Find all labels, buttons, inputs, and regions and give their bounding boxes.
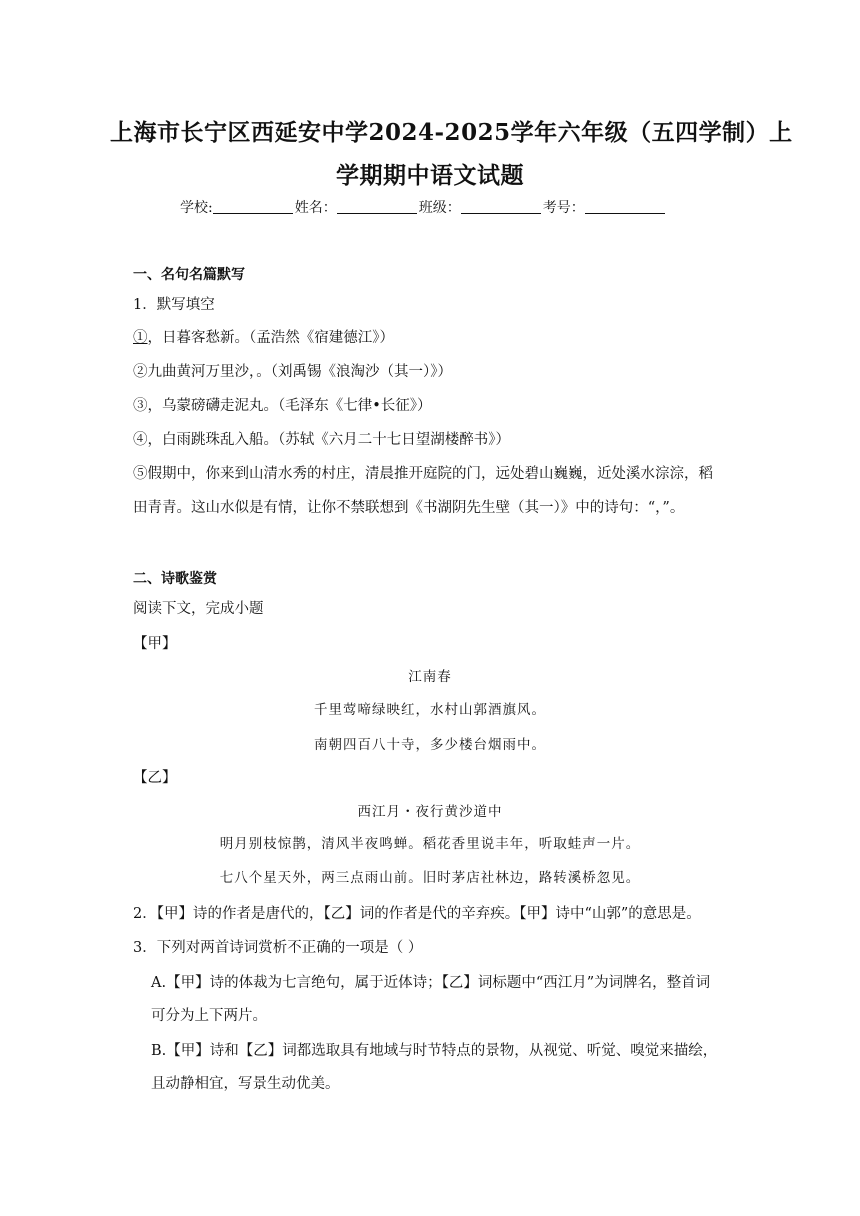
student-info-row: [180, 197, 667, 217]
exam-title-line2: 学期期中语文试题: [336, 162, 524, 189]
q1-item3: ③，乌蒙磅礴走泥丸。（毛泽东《七律•长征》）: [133, 398, 432, 414]
yi-label: 【乙】: [133, 770, 177, 786]
poem1-line2: 南朝四百八十寺，多少楼台烟雨中。: [314, 737, 546, 753]
poem1-line1: 千里莺啼绿映红，水村山郭酒旗风。: [314, 702, 546, 718]
poem1-title: 江南春: [408, 669, 452, 685]
q1-item4: ④，白雨跳珠乱入船。（苏轼《六月二十七日望湖楼醉书》）: [133, 432, 510, 448]
exam-title-line1: 上海市长宁区西延安中学2024-2025学年六年级（五四学制）上: [110, 119, 793, 146]
question-3-stem: 3．下列对两首诗词赏析不正确的一项是（ ）: [133, 940, 423, 956]
poem2-title: 西江月・夜行黄沙道中: [357, 804, 503, 820]
option-a-line2: 可分为上下两片。: [151, 1008, 267, 1024]
school-blank: [213, 199, 293, 214]
class-label: 班级：: [418, 200, 461, 216]
option-b-line2: 且动静相宜，写景生动优美。: [151, 1076, 340, 1092]
q1-item5-line1: ⑤假期中，你来到山清水秀的村庄，清晨推开庭院的门，远处碧山巍巍，近处溪水淙淙，稻: [133, 466, 713, 482]
number-blank: [585, 199, 665, 214]
option-b-line1: B.【甲】诗和【乙】词都选取具有地域与时节特点的景物，从视觉、听觉、嗅觉来描绘，: [151, 1043, 718, 1059]
section1-heading: 一、名句名篇默写: [133, 267, 245, 283]
poem2-line1: 明月别枝惊鹊，清风半夜鸣蝉。稻花香里说丰年，听取蛙声一片。: [219, 836, 641, 852]
section2-heading: 二、诗歌鉴赏: [133, 571, 217, 587]
poem2-line2: 七八个星天外，两三点雨山前。旧时茅店社林边，路转溪桥忽见。: [219, 870, 641, 886]
q1-item2: ②九曲黄河万里沙，。（刘禹锡《浪淘沙（其一）》）: [133, 364, 452, 380]
reading-instruction: 阅读下文，完成小题: [133, 601, 264, 617]
name-label: 姓名：: [294, 200, 337, 216]
number-label: 考号：: [542, 200, 585, 216]
class-blank: [461, 199, 541, 214]
question-2: 2．【甲】诗的作者是唐代的，【乙】词的作者是代的辛弃疾。【甲】诗中“山郭”的意思是。: [133, 906, 701, 922]
q1-item1-mark: ①: [133, 330, 148, 346]
name-blank: [337, 199, 417, 214]
q1-stem: 1．默写填空: [133, 297, 215, 313]
jia-label: 【甲】: [133, 636, 177, 652]
q1-item1: [133, 326, 394, 347]
q1-item1-text: ，日暮客愁新。（孟浩然《宿建德江》）: [147, 330, 394, 346]
q1-item5-line2: 田青青。这山水似是有情，让你不禁联想到《书湖阴先生壁（其一）》中的诗句：“，”。: [133, 500, 685, 516]
school-label: 学校:: [180, 200, 213, 216]
option-a-line1: A.【甲】诗的体裁为七言绝句，属于近体诗；【乙】词标题中“西江月”为词牌名，整首词: [151, 975, 711, 991]
